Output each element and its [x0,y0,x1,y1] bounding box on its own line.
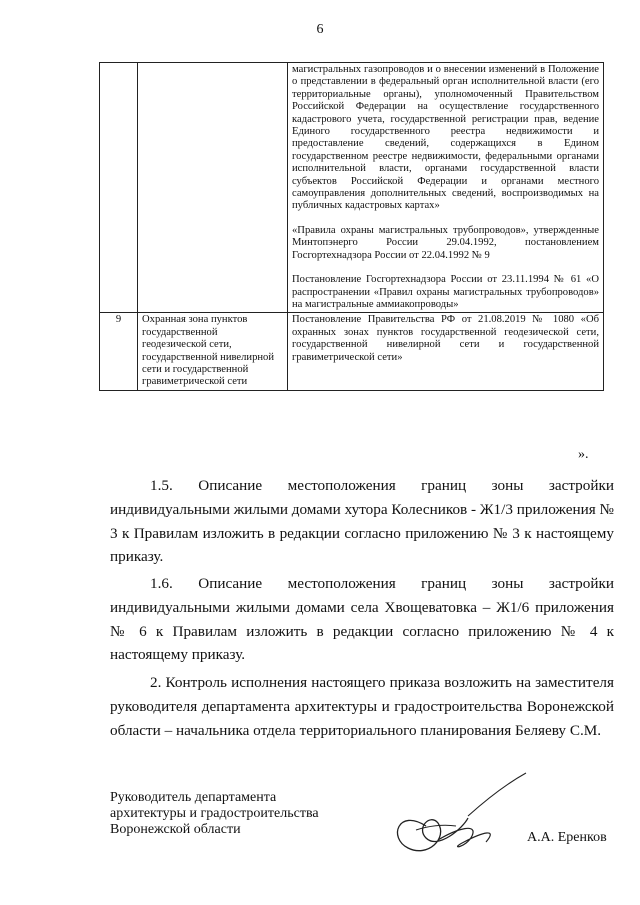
paragraph-text: 1.6. Описание местоположения границ зоны застройки индивидуальными жилыми домами села Хвощеватовка – Ж1/6 приложения № 6 к Правилам изложить в редакции согласно приложению № 4 к настоящему приказу. [110,575,614,664]
signatory-title-line: архитектуры и градостроительства [110,806,319,821]
paragraph-text: 1.5. Описание местоположения границ зоны застройки индивидуальными жилыми домами хутора Колесников - Ж1/3 приложения № 3 к Правилам изложить в редакции согласно приложению № 3 к настоящему приказу. [110,477,614,566]
closing-quote: ». [578,447,589,462]
zone-name-cell [138,63,288,313]
signatory-name: А.А. Еренков [527,830,607,845]
table-row [100,63,604,313]
document-text: «Правила охраны магистральных трубопроводов», утвержденные Минтопэнерго России 29.04.1992, постановлением Госгортехнадзора России от 22.04.1992 № 9 [292,224,599,261]
documents-cell [288,63,604,313]
paragraph-2 [110,671,614,742]
row-number-cell: 9 [100,313,138,390]
documents-cell: Постановление Правительства РФ от 21.08.2019 № 1080 «Об охранных зонах пунктов государственной геодезической сети, государственной нивелирной сети и государственной гравиметрической сети» [288,313,604,390]
handwritten-signature [368,768,528,868]
signatory-title-line: Руководитель департамента [110,790,277,805]
document-text: Постановление Госгортехнадзора России от 23.11.1994 № 61 «О распространении «Правил охраны магистральных трубопроводов» на магистральные аммиакопроводы» [292,274,599,310]
zone-name-cell: Охранная зона пунктов государственной геодезической сети, государственной нивелирной сети и государственной гравиметрической сети [138,313,288,390]
signatory-title [110,790,319,838]
table-row [100,313,604,390]
document-text: магистральных газопроводов и о внесении изменений в Положение о представлении в федеральный орган исполнительной власти (его территориальные органы), уполномоченный Правительством Российской Федерации на осуществление государственного кадастрового учета, государственной регистрации прав, ведение Единого государственного реестра недвижимости и предоставление сведений, содержащихся в Едином государственном реестре недвижимости, федеральными органами исполнительной власти, органами государственной власти субъектов Российской Федерации и органами местного самоуправления дополнительных сведений, воспроизводимых на публичных кадастровых картах» [292,64,599,212]
zones-table [99,62,604,391]
paragraph-1-5 [110,474,614,569]
row-number-cell [100,63,138,313]
paragraph-text: 2. Контроль исполнения настоящего приказа возложить на заместителя руководителя департамента архитектуры и градостроительства Воронежской области – начальника отдела территориального планирования Беляеву С.М. [110,674,614,739]
signatory-title-line: Воронежской области [110,822,241,837]
page-number: 6 [316,22,324,37]
paragraph-1-6 [110,572,614,667]
